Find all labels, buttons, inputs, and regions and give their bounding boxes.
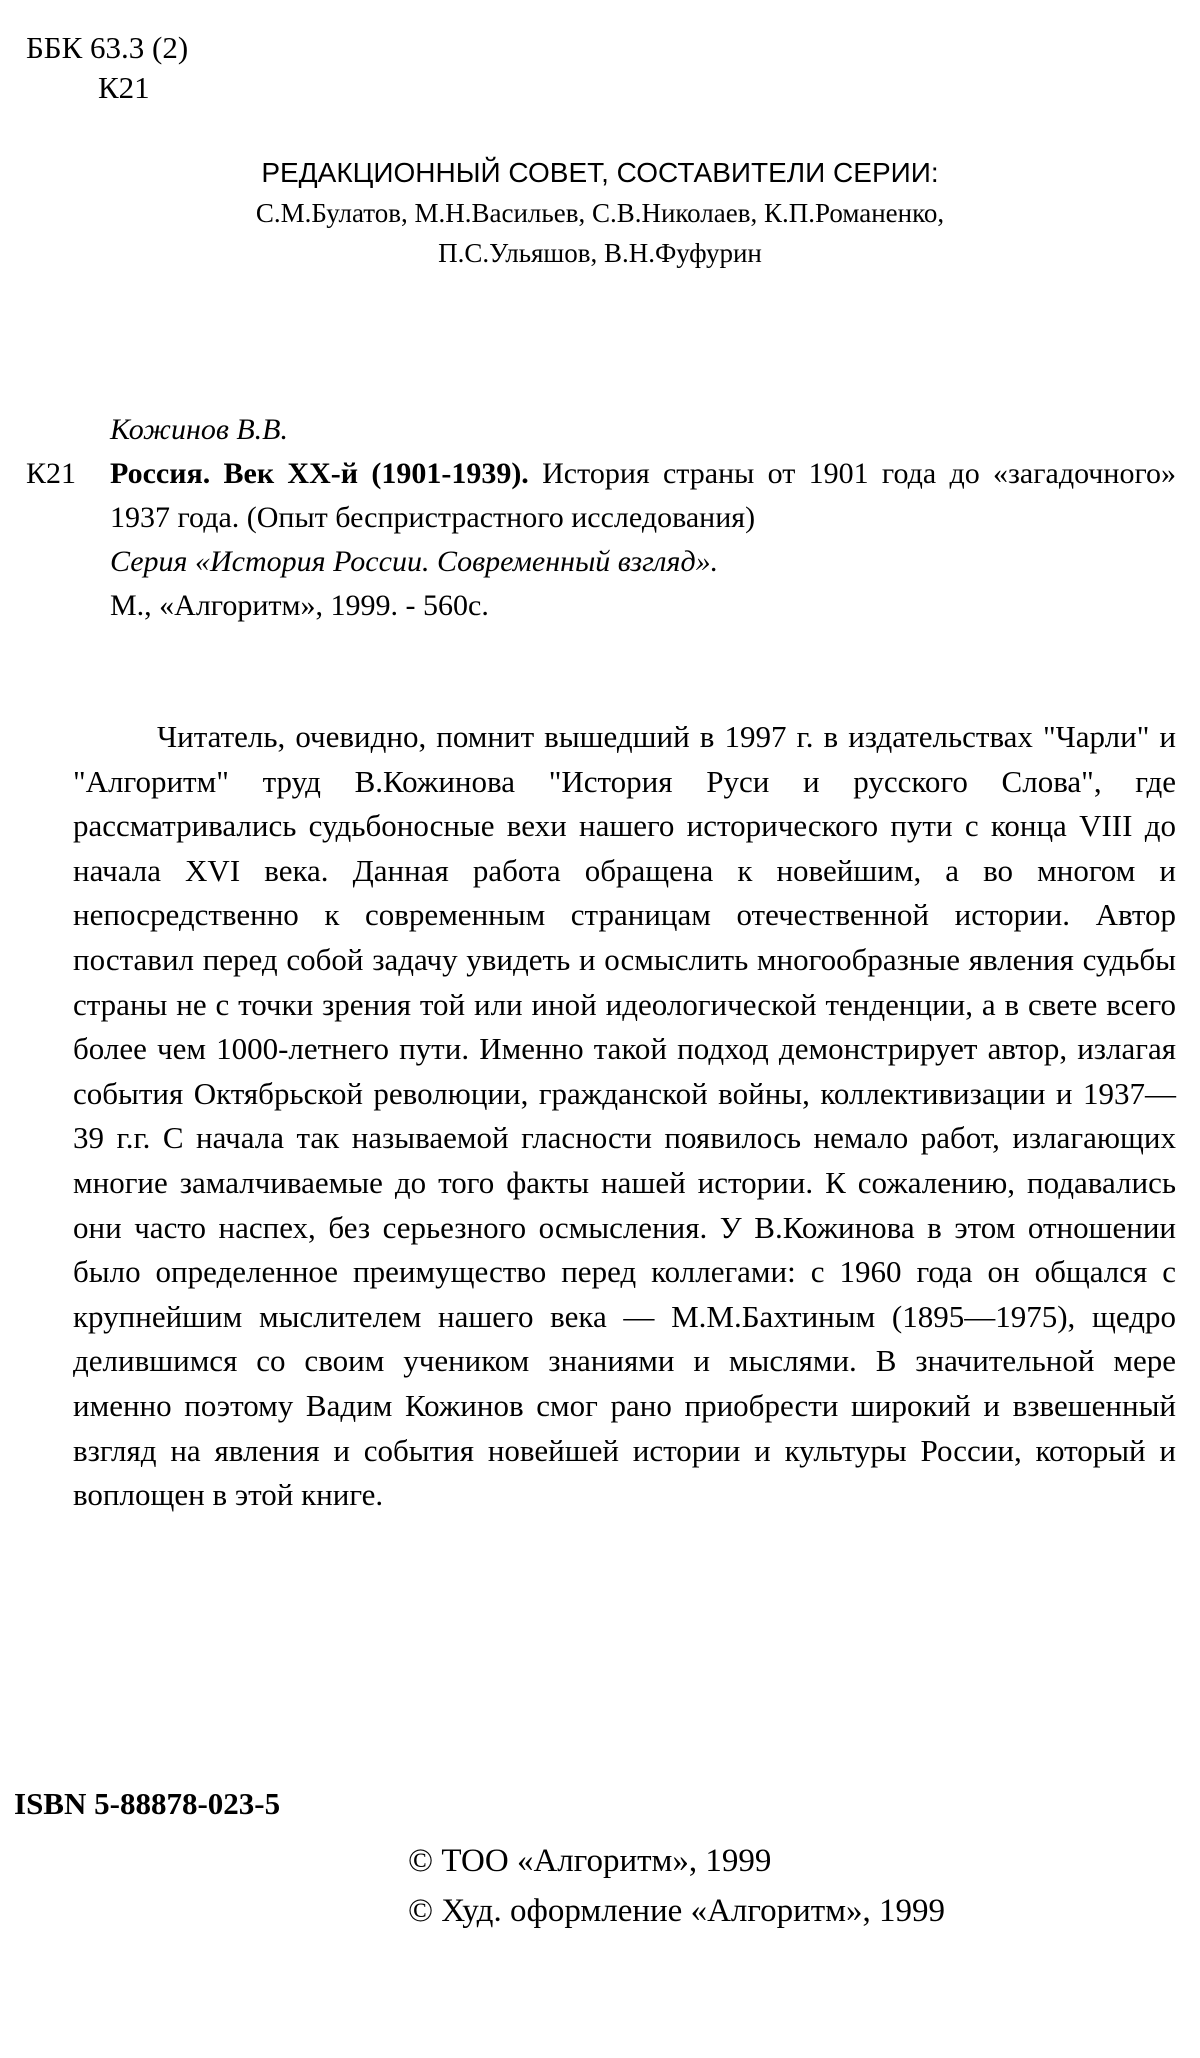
copyright-design: © Худ. оформление «Алгоритм», 1999 <box>408 1893 946 1929</box>
editorial-board-members-line1: С.М.Булатов, М.Н.Васильев, С.В.Николаев, К.П.Романенко, <box>255 198 945 228</box>
book-series: Серия «История России. Современный взгляд». <box>110 545 719 578</box>
catalog-entry <box>26 408 1176 628</box>
editorial-board-heading: РЕДАКЦИОННЫЙ СОВЕТ, СОСТАВИТЕЛИ СЕРИИ: <box>261 157 939 188</box>
book-abstract: Читатель, очевидно, помнит вышедший в 1997 г. в издательствах "Чарли" и "Алгоритм" труд В.Кожинова "История Руси и русского Слова", где рассматривались судьбоносные вехи нашего исторического пути с конца VIII до начала XVI века. Данная работа обращена к новейшим, а во многом и непосредственно к современным страницам отечественной истории. Автор поставил перед собой задачу увидеть и осмыслить многообразные явления судьбы страны не с точки зрения той или иной идеологической тенденции, а в свете всего более чем 1000-летнего пути. Именно такой подход демонстрирует автор, излагая события Октябрьской революции, гражданской войны, коллективизации и 1937—39 г.г. С начала так называемой гласности появилось немало работ, излагающих многие замалчиваемые до того факты нашей истории. К сожалению, подавались они часто наспех, без серьезного осмысления. У В.Кожинова в этом отношении было определенное преимущество перед коллегами: с 1960 года он общался с крупнейшим мыслителем нашего века — М.М.Бахтиным (1895—1975), щедро делившимся со своим учеником знаниями и мыслями. В значительной мере именно поэтому Вадим Кожинов смог рано приобрести широкий и взвешенный взгляд на явления и события новейшей истории и культуры России, который и воплощен в этой книге. <box>73 719 1176 1513</box>
editorial-board <box>0 153 1200 273</box>
isbn: ISBN 5-88878-023-5 <box>14 1786 281 1821</box>
catalog-code: К21 <box>26 457 77 490</box>
editorial-board-members-line2: П.С.Ульяшов, В.Н.Фуфурин <box>438 238 762 268</box>
book-title: Россия. Век XX-й (1901-1939). <box>110 457 529 490</box>
book-subtitle: История страны от 1901 года до «загадочного» 1937 года. (Опыт беспристрастного исследования) <box>110 457 1177 534</box>
bbk-index <box>26 28 188 108</box>
bbk-code: ББК 63.3 (2) <box>26 30 189 65</box>
publication-info: М., «Алгоритм», 1999. - 560с. <box>110 589 489 622</box>
bbk-author-mark: К21 <box>98 70 150 105</box>
catalog-author: Кожинов В.В. <box>110 413 288 446</box>
copyright-notices <box>408 1836 945 1936</box>
catalog-description-block <box>26 452 1176 540</box>
copyright-publisher: © ТОО «Алгоритм», 1999 <box>408 1843 772 1879</box>
